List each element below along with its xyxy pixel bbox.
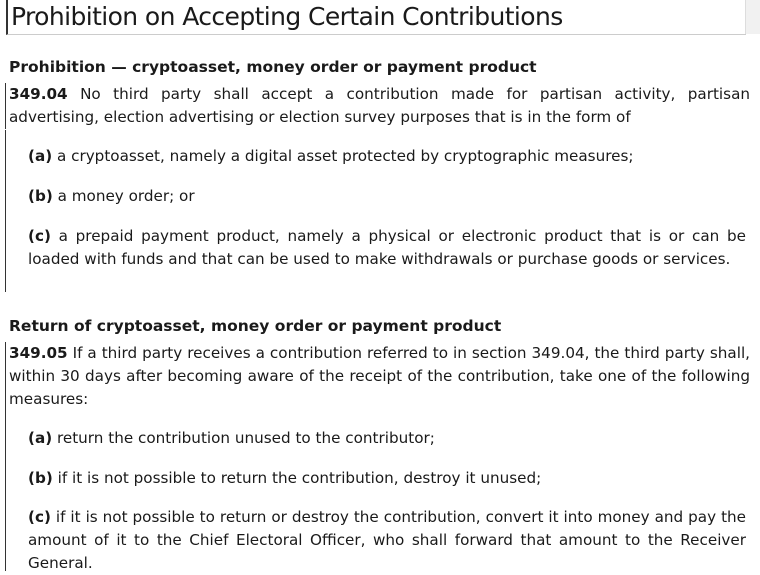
section-349-05 xyxy=(5,342,750,411)
section-text: If a third party receives a contribution referred to in section 349.04, the third party shall, within 30 days after becoming aware of the receipt of the contribution, take one of the following measures: xyxy=(9,344,751,408)
section-text: No third party shall accept a contribution made for partisan activity, partisan advertising, election advertising or election survey purposes that is in the form of xyxy=(9,85,750,126)
paragraph-label: (a) xyxy=(28,429,53,447)
scrollbar[interactable] xyxy=(745,0,760,34)
paragraph-label: (a) xyxy=(28,147,53,165)
paragraph-label: (c) xyxy=(28,508,51,526)
paragraph-text: a money order; or xyxy=(57,187,195,205)
paragraph-text: return the contribution unused to the contributor; xyxy=(56,429,435,447)
section-heading: Prohibition — cryptoasset, money order or payment product xyxy=(9,58,537,76)
section-number: 349.05 xyxy=(9,344,68,362)
paragraph-c xyxy=(28,225,746,271)
page-title: Prohibition on Accepting Certain Contributions xyxy=(6,0,746,35)
section-heading: Return of cryptoasset, money order or payment product xyxy=(9,317,502,335)
paragraph-b xyxy=(28,185,746,208)
paragraph-label: (c) xyxy=(28,227,51,245)
paragraph-a xyxy=(28,427,746,450)
paragraph-text: if it is not possible to return or destroy the contribution, convert it into money and pay the amount of it to the Chief Electoral Officer, who shall forward that amount to the Receiver General. xyxy=(28,508,746,572)
paragraph-text: if it is not possible to return the contribution, destroy it unused; xyxy=(57,469,542,487)
paragraph-a xyxy=(28,145,746,168)
paragraph-b xyxy=(28,467,746,490)
paragraph-label: (b) xyxy=(28,469,53,487)
paragraph-text: a cryptoasset, namely a digital asset protected by cryptographic measures; xyxy=(56,147,634,165)
margin-rule xyxy=(5,130,6,292)
section-number: 349.04 xyxy=(9,85,68,103)
margin-rule xyxy=(5,411,6,571)
paragraph-text: a prepaid payment product, namely a physical or electronic product that is or can be loaded with funds and that can be used to make withdrawals or purchase goods or services. xyxy=(28,227,746,268)
paragraph-c xyxy=(28,506,746,575)
paragraph-label: (b) xyxy=(28,187,53,205)
section-349-04 xyxy=(5,83,750,129)
